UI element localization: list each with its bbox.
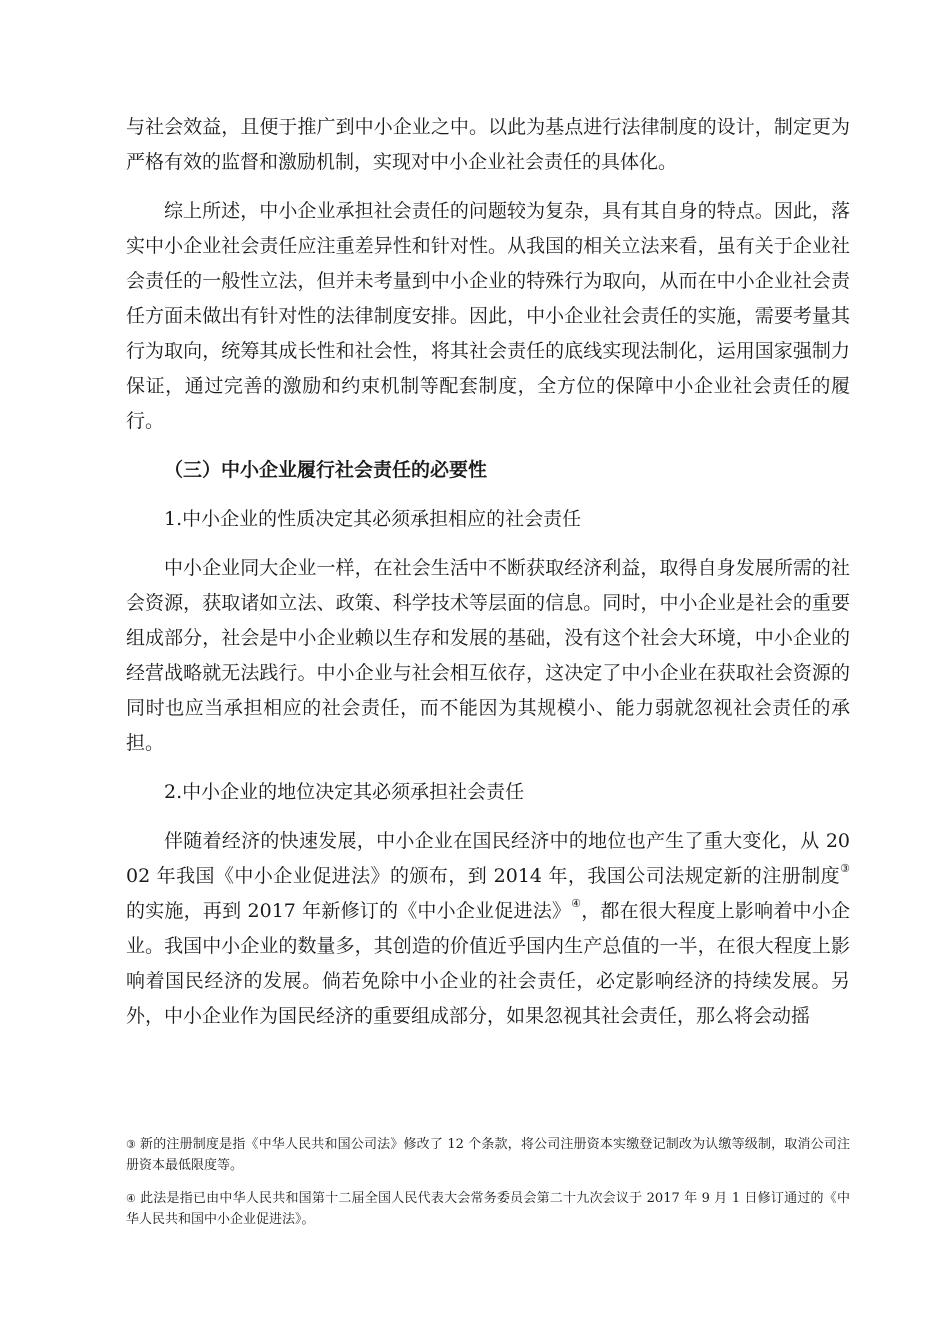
paragraph-status xyxy=(126,824,850,1034)
footnote-text: 此法是指已由中华人民共和国第十二届全国人民代表大会常务委员会第二十九次会议于 2017 年 9 月 1 日修订通过的《中华人民共和国中小企业促进法》。 xyxy=(126,1191,850,1227)
footnote-3 xyxy=(126,1134,850,1176)
document-body xyxy=(126,110,850,1034)
footnote-ref-4[interactable]: ④ xyxy=(571,897,582,910)
paragraph-nature: 中小企业同大企业一样，在社会生活中不断获取经济利益，取得自身发展所需的社会资源，获取诸如立法、政策、科学技术等层面的信息。同时，中小企业是社会的重要组成部分，社会是中小企业赖以生存和发展的基础，没有这个社会大环境，中小企业的经营战略就无法践行。中小企业与社会相互依存，这决定了中小企业在获取社会资源的同时也应当承担相应的社会责任，而不能因为其规模小、能力弱就忽视社会责任的承担。 xyxy=(126,557,850,754)
paragraph-status-part-3: ，都在很大程度上影响着中小企业。我国中小企业的数量多，其创造的价值近乎国内生产总值的一半，在很大程度上影响着国民经济的发展。倘若免除中小企业的社会责任，必定影响经济的持续发展。另外，中小企业作为国民经济的重要组成部分，如果忽视其社会责任，那么将会动摇 xyxy=(126,900,850,1027)
subsection-heading-1: 1.中小企业的性质决定其必须承担相应的社会责任 xyxy=(164,508,582,530)
paragraph-continuation: 与社会效益，且便于推广到中小企业之中。以此为基点进行法律制度的设计，制定更为严格有效的监督和激励机制，实现对中小企业社会责任的具体化。 xyxy=(126,116,850,173)
footnote-mark: ③ xyxy=(126,1138,137,1151)
footnote-ref-3[interactable]: ③ xyxy=(840,862,850,875)
paragraph-summary: 综上所述，中小企业承担社会责任的问题较为复杂，具有其自身的特点。因此，落实中小企业社会责任应注重差异性和针对性。从我国的相关立法来看，虽有关于企业社会责任的一般性立法，但并未考量到中小企业的特殊行为取向，从而在中小企业社会责任方面未做出有针对性的法律制度安排。因此，中小企业社会责任的实施，需要考量其行为取向，统筹其成长性和社会性，将其社会责任的底线实现法制化，运用国家强制力保证，通过完善的激励和约束机制等配套制度，全方位的保障中小企业社会责任的履行。 xyxy=(126,200,850,432)
paragraph-status-part-2: 的实施，再到 2017 年新修订的《中小企业促进法》 xyxy=(126,900,572,922)
paragraph-status-part-1: 伴随着经济的快速发展，中小企业在国民经济中的地位也产生了重大变化，从 2002 年我国《中小企业促进法》的颁布，到 2014 年，我国公司法规定新的注册制度 xyxy=(126,830,850,887)
footnotes xyxy=(126,1134,850,1242)
footnote-4 xyxy=(126,1188,850,1230)
footnote-text: 新的注册制度是指《中华人民共和国公司法》修改了 12 个条款，将公司注册资本实缴登记制改为认缴等级制，取消公司注册资本最低限度等。 xyxy=(126,1137,850,1173)
subsection-heading-2: 2.中小企业的地位决定其必须承担社会责任 xyxy=(164,781,525,803)
footnote-mark: ④ xyxy=(126,1192,137,1205)
section-heading: （三）中小企业履行社会责任的必要性 xyxy=(164,459,488,481)
